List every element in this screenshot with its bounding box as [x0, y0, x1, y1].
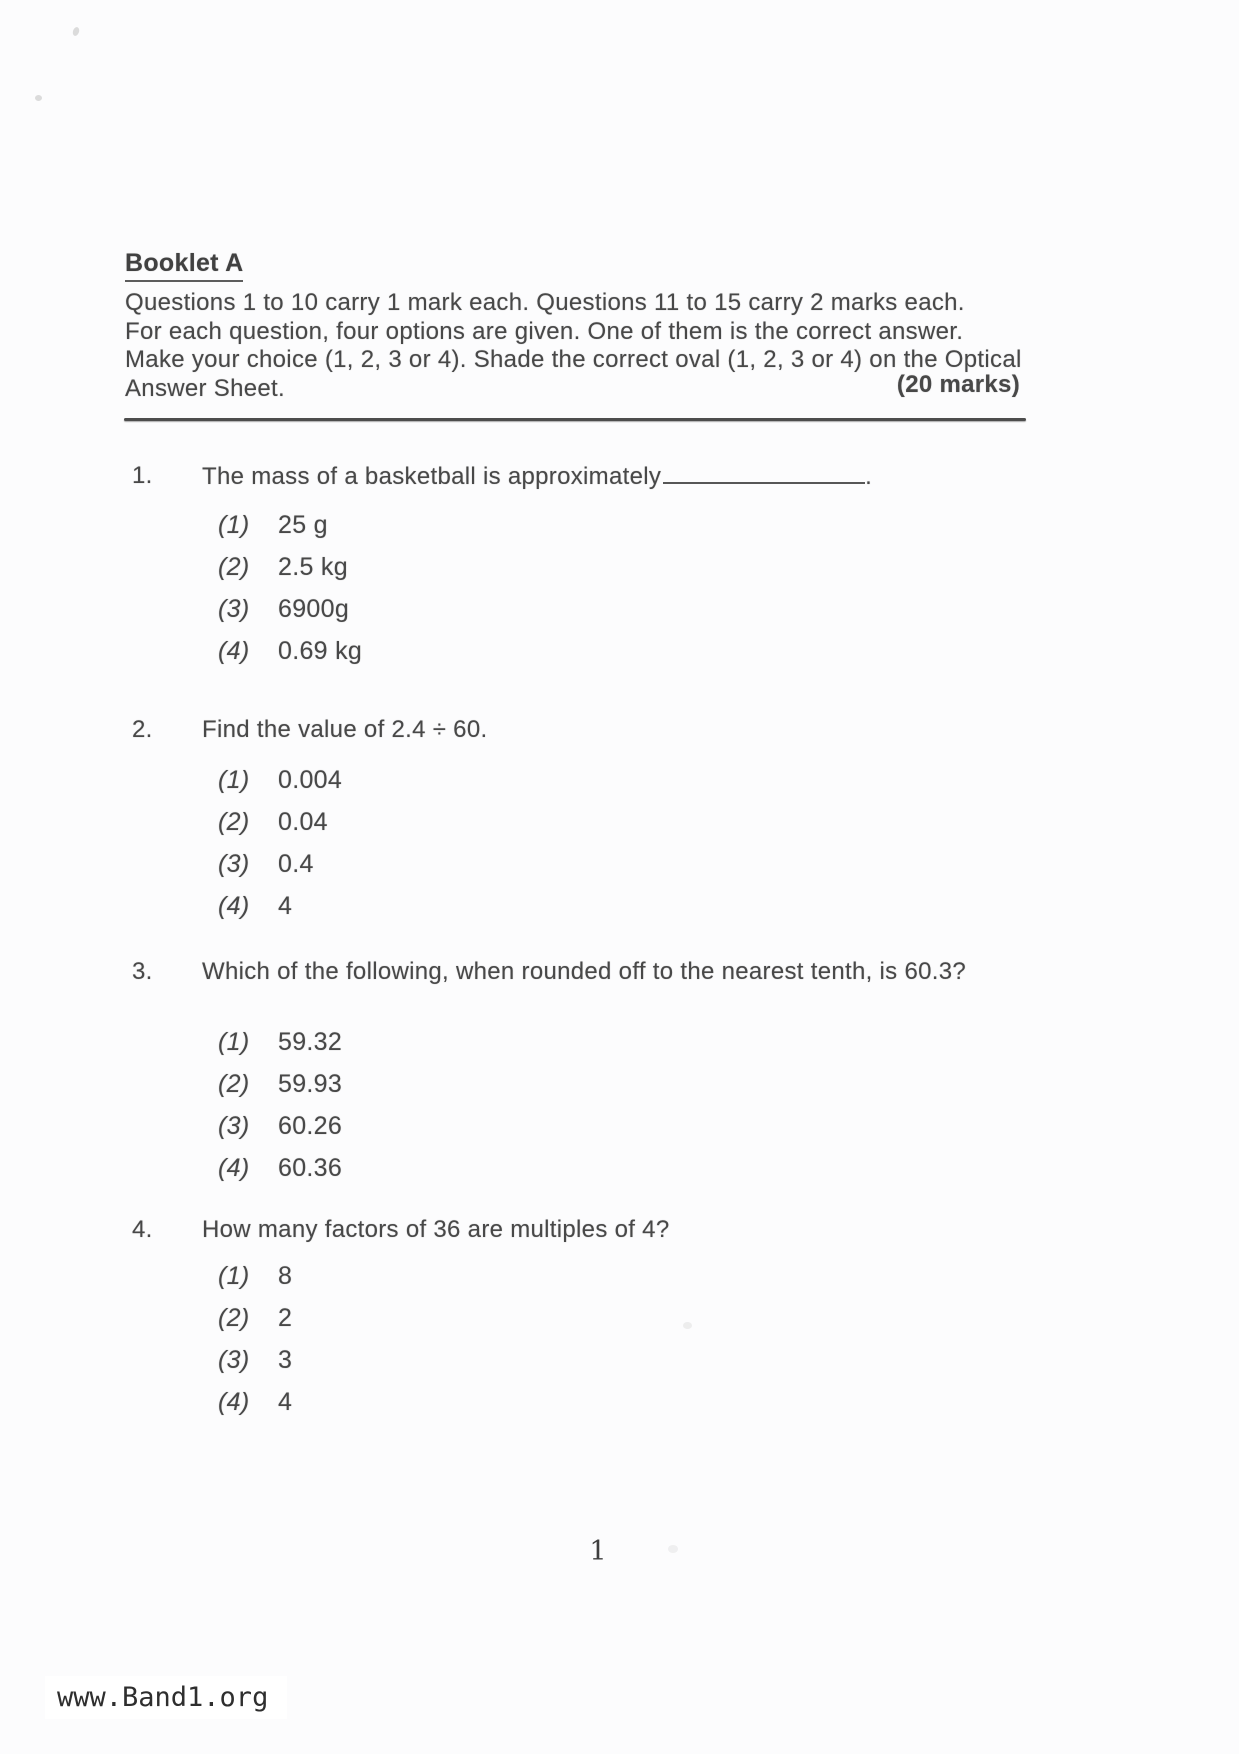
instruction-line: Answer Sheet. [125, 374, 285, 402]
question-number: 2. [132, 716, 153, 743]
option-label: (4) [218, 637, 250, 665]
scan-speck [668, 1545, 678, 1553]
answer-blank-line [663, 462, 865, 484]
page-number: 1 [589, 1536, 607, 1567]
section-divider-line [124, 418, 1026, 421]
instruction-line: For each question, four options are given. One of them is the correct answer. [125, 317, 964, 345]
option-value: 0.04 [278, 808, 328, 836]
option-value: 3 [278, 1346, 293, 1374]
option-label: (3) [218, 850, 250, 878]
option-label: (2) [218, 1070, 250, 1098]
option-value: 2.5 kg [278, 553, 348, 581]
option-value: 6900g [278, 595, 350, 623]
option-value: 0.4 [278, 850, 314, 878]
scan-speck [35, 95, 42, 101]
booklet-title: Booklet A [125, 249, 243, 282]
option-label: (3) [218, 595, 250, 623]
question-number: 1. [132, 462, 153, 489]
option-label: (2) [218, 808, 250, 836]
option-value: 0.69 kg [278, 637, 363, 665]
option-value: 8 [278, 1262, 293, 1290]
question-text [202, 462, 1102, 491]
option-value: 4 [278, 892, 293, 920]
option-value: 4 [278, 1388, 293, 1416]
option-label: (4) [218, 1154, 250, 1182]
scan-speck [72, 26, 81, 37]
option-label: (3) [218, 1112, 250, 1140]
option-label: (1) [218, 1262, 250, 1290]
option-label: (3) [218, 1346, 250, 1374]
marks-label: (20 marks) [896, 371, 1020, 398]
option-value: 59.93 [278, 1070, 343, 1098]
option-label: (2) [218, 553, 250, 581]
question-text: Which of the following, when rounded off to the nearest tenth, is 60.3? [202, 958, 966, 985]
option-value: 60.36 [278, 1154, 343, 1182]
scan-speck [683, 1322, 692, 1329]
blank-suffix: . [865, 463, 873, 490]
option-value: 59.32 [278, 1028, 343, 1056]
instruction-line: Questions 1 to 10 carry 1 mark each. Questions 11 to 15 carry 2 marks each. [125, 289, 965, 316]
question-number: 4. [132, 1216, 153, 1243]
watermark-band1: www.Band1.org [45, 1676, 287, 1719]
option-value: 0.004 [278, 766, 343, 794]
option-label: (2) [218, 1304, 250, 1332]
instruction-line: Make your choice (1, 2, 3 or 4). Shade the correct oval (1, 2, 3 or 4) on the Optical [125, 346, 1022, 374]
option-value: 25 g [278, 511, 328, 539]
question-number: 3. [132, 958, 153, 985]
option-value: 2 [278, 1304, 293, 1332]
option-value: 60.26 [278, 1112, 343, 1140]
option-label: (4) [218, 1388, 250, 1416]
option-label: (4) [218, 892, 250, 920]
option-label: (1) [218, 511, 250, 539]
question-text-span: The mass of a basketball is approximately [202, 463, 662, 490]
option-label: (1) [218, 1028, 250, 1056]
question-text: How many factors of 36 are multiples of 4? [202, 1216, 670, 1243]
question-text: Find the value of 2.4 ÷ 60. [202, 716, 488, 743]
option-label: (1) [218, 766, 250, 794]
